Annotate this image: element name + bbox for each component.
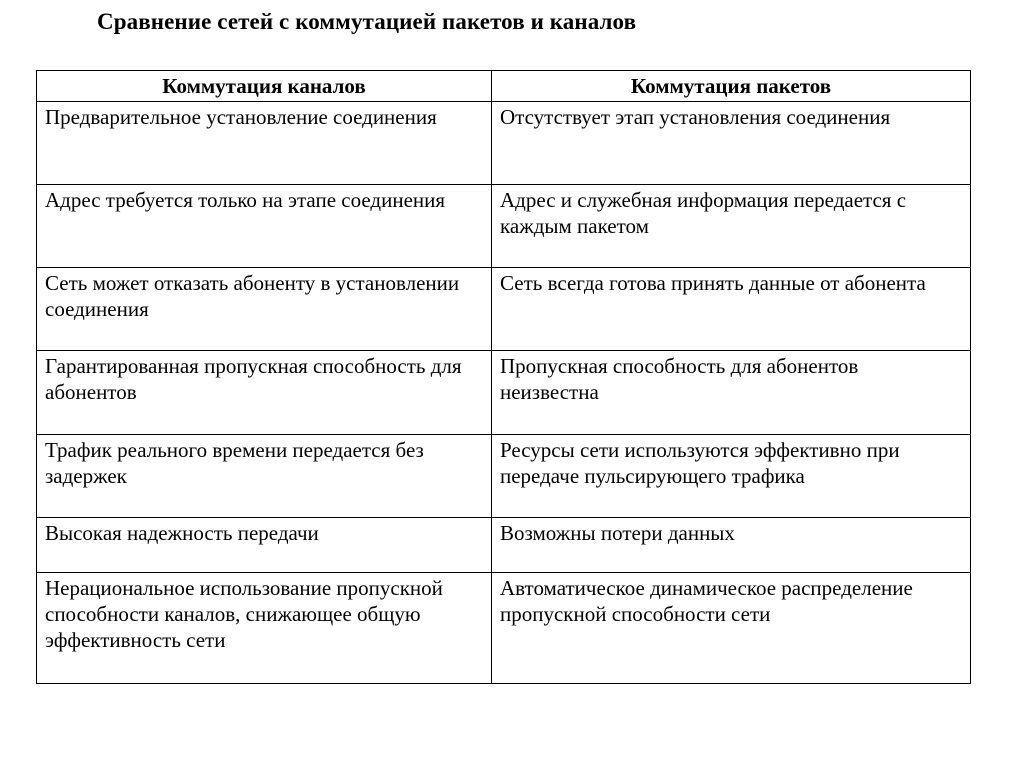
table-row bbox=[37, 268, 971, 351]
cell-packet: Возможны потери данных bbox=[492, 518, 971, 573]
table-row bbox=[37, 435, 971, 518]
cell-circuit: Гарантированная пропускная способность для абонентов bbox=[37, 351, 492, 435]
cell-packet: Ресурсы сети используются эффективно при передаче пульсирующего трафика bbox=[492, 435, 971, 518]
cell-circuit: Нерациональное использование пропускной способности каналов, снижающее общую эффективность сети bbox=[37, 573, 492, 684]
cell-circuit: Предварительное установление соединения bbox=[37, 102, 492, 185]
table-row bbox=[37, 518, 971, 573]
page-title: Сравнение сетей с коммутацией пакетов и каналов bbox=[97, 9, 637, 34]
table-row bbox=[37, 185, 971, 268]
cell-packet: Пропускная способность для абонентов неизвестна bbox=[492, 351, 971, 435]
table-header-row bbox=[37, 71, 971, 102]
table-row bbox=[37, 573, 971, 684]
cell-circuit: Сеть может отказать абоненту в установлении соединения bbox=[37, 268, 492, 351]
comparison-table bbox=[36, 70, 971, 684]
cell-circuit: Высокая надежность передачи bbox=[37, 518, 492, 573]
header-packet-switching: Коммутация пакетов bbox=[492, 71, 971, 102]
cell-packet: Сеть всегда готова принять данные от абонента bbox=[492, 268, 971, 351]
table-row bbox=[37, 351, 971, 435]
cell-circuit: Адрес требуется только на этапе соединения bbox=[37, 185, 492, 268]
cell-circuit: Трафик реального времени передается без задержек bbox=[37, 435, 492, 518]
cell-packet: Отсутствует этап установления соединения bbox=[492, 102, 971, 185]
cell-packet: Адрес и служебная информация передается с каждым пакетом bbox=[492, 185, 971, 268]
cell-packet: Автоматическое динамическое распределение пропускной способности сети bbox=[492, 573, 971, 684]
table-row bbox=[37, 102, 971, 185]
header-circuit-switching: Коммутация каналов bbox=[37, 71, 492, 102]
